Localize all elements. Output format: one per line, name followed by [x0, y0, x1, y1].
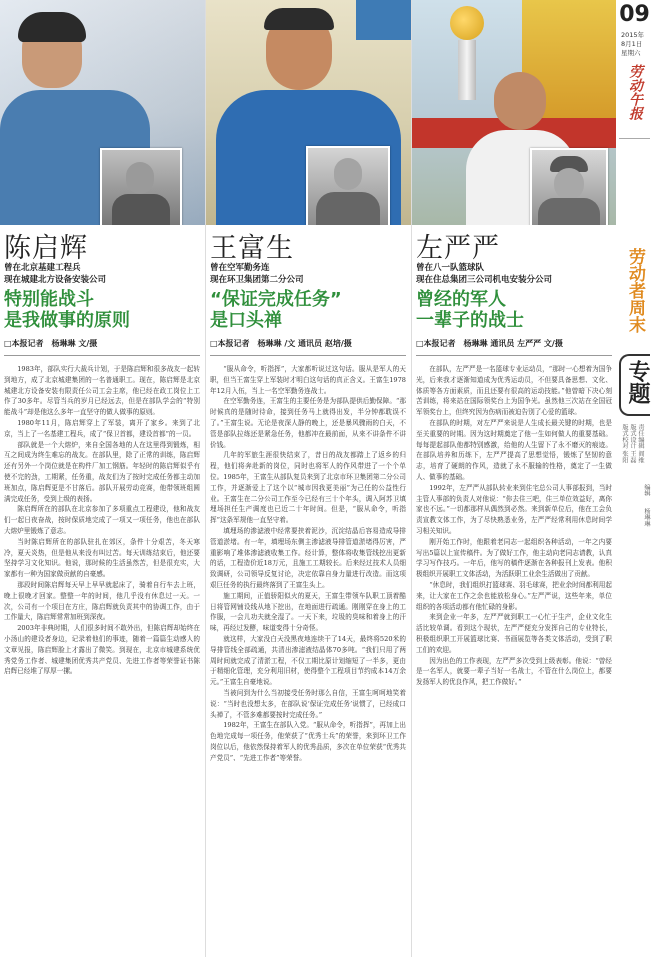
headline: 是口头禅: [210, 310, 282, 331]
headline: “保证完成任务”: [210, 289, 342, 310]
paragraph: “服从命令，听指挥”，大家都听说过这句话。服从是军人的天职，但当王富生穿上军装时才明白这句话的真正含义。王富生1978年12月入伍，当上一名空军勤务连战士。: [210, 365, 406, 395]
paragraph: 施工期间，正值骄阳似火的夏天，王富生带领车队职工顶着酷日将管网铺设线从地下挖出，在地面进行疏通。刚刚穿在身上的工作服，一会儿功夫就全湿了。一天下来，垃圾的臭味和着身上的汗味，再经过发酵，味道变得十分奇怪。: [210, 591, 406, 633]
basketball-trophy: [450, 6, 484, 40]
paragraph: 1992年，左严严从部队转业来到住宅总公司人事部报到，当时主管人事部的负责人对他说：“你去住三吧，住三单位效益好，离你家也不远。”一切都那样从偶然到必然。来到新单位后，他在工会负责宣教文体工作，为了尽快熟悉业务，左严严经常利用休息时间学习相关知识。: [416, 483, 612, 535]
paragraph: 在部队，左严严是一名篮球专业运动员，“那时一心想着为国争光，后来我才逐渐知道成为优秀运动员，不但要具备思想、文化、体质等各方面素质，而且还要有很高的运动技能。”他曾暗下决心刻苦训练，将来站在国际领奖台上为国争光。虽然他三次站在全国冠军领奖台上，但终究因为伤病而被迫告别了心爱的篮球。: [416, 365, 612, 417]
portrait-photo-zuo: [412, 0, 616, 225]
role-line: 曾在空军勤务连: [210, 263, 270, 273]
paragraph: 在空军勤务连，王富生的主要任务是为部队提供后勤保障。“那时候真的是随时待命，接到任务马上就得出发，半分钟都耽误不了。”王富生说。无论是夜深人静的晚上，还是暴风骤雨的白天，不管是部队拉练还是紧急任务，他都冲在最前面，从来不讲条件不讲价钱。: [210, 397, 406, 449]
byline: □本报记者 杨琳琳 /文 通讯员 赵培/摄: [210, 339, 352, 348]
person-name: 王富生: [210, 233, 294, 264]
paper-logo: 劳动午报: [627, 64, 643, 120]
date-line: 8月1日: [621, 40, 643, 48]
article-wang-fusheng: [206, 0, 411, 957]
paragraph: “休息时，我们组织打篮球赛、羽毛球赛，把业余时间都利用起来，让大家在工作之余也能放松身心。”左严严说，这些年来，单位组织的各项活动都有他忙碌的身影。: [416, 580, 612, 611]
article-zuo-yanyan: [412, 0, 616, 957]
portrait-photo-wang: [206, 0, 411, 225]
headline: 特别能战斗: [4, 289, 94, 310]
role-line: 现在环卫集团第二分公司: [210, 275, 304, 285]
credits: 责任编辑 阎维: [637, 424, 644, 464]
article-body: [210, 364, 406, 954]
credits: 编辑: [643, 484, 650, 497]
paragraph: 因为出色的工作表现，左严严多次受到上级表彰。他说：“曾经是一名军人，就要一辈子当好一名战士，不管在什么岗位上，都要发扬军人的优良作风，把工作做好。”: [416, 656, 612, 687]
date-line: 2015年: [621, 31, 645, 39]
divider: [4, 355, 200, 356]
person-name: 左严严: [416, 233, 500, 264]
role-line: 现在城建北方设备安装公司: [4, 275, 107, 285]
date-line: 星期六: [621, 49, 641, 57]
divider: [416, 355, 612, 356]
person-name: 陈启辉: [4, 233, 88, 264]
paragraph: 填埋场的渗滤液中经常要挟着泥沙，沉淀结晶后容易造成导排管道淤堵。有一年，填埋场东侧主渗滤液导排管道淤堵得厉害，严重影响了堆体渗滤液收集工作。经计算，整体将收集管线挖出更新的话，工程造价近18万元，且施工工期较长。后来经过技术人员细致调研，公司领导反复讨论，决定依靠自身力量进行改造。而这项艰巨任务的执行最终落到了王富生头上。: [210, 526, 406, 589]
paragraph: 当时陈启辉所在的部队驻扎在郊区，条件十分艰苦，冬天寒冷，夏天炎热，但是他从来没有叫过苦。每天训练结束后，他还要坚持学习文化知识。他说，那时候的生活虽然苦，但是很充实，大家都有一种为国家做贡献的自豪感。: [4, 537, 200, 579]
paragraph: 1980年11月，陈启辉穿上了军装，离开了家乡。来到了北京，当上了一名基建工程兵，成了“保卫首都，建设首都”的一员。: [4, 418, 200, 438]
paragraph: 几年的军旅生涯很快结束了，昔日的战友都踏上了返乡的归程，他们将奔赴新的岗位，同时也将军人的作风带进了一个个单位。1985年，王富生从部队复员来到了北京市环卫集团第二分公司工作，并逐渐爱上了这个以“城市因我更美丽”为己任的公益性行业。王富生在二分公司工作至今已经有三十个年头，调入阿苏卫填埋场担任生产调度也已近二十年时间。但是，“服从命令，听指挥”这条军规他一直坚守着。: [210, 451, 406, 525]
paragraph: 1983年，部队实行大裁兵计划，于是陈启辉和很多战友一起转到地方，成了北京城建集团的一名普通职工。现在，陈启辉是北京城建北方设备安装有限责任公司工会主席，他已经在政工岗位上工作了30多年。尽管当兵的岁月已经远去，但是在部队学会的“特别能战斗”却是他这么多年一直坚守的做人做事的原则。: [4, 365, 200, 417]
army-photo-inset: [306, 146, 390, 225]
role-line: 曾在八一队篮球队: [416, 263, 485, 273]
byline: □本报记者 杨琳琳 通讯员 左严严 文/摄: [416, 339, 563, 348]
paragraph: 就这样，大家没白天没黑夜地连续干了14天，最终将520米的导排管线全部疏通，共清出渗滤液结晶体70多吨。“我们只用了两周时间就完成了清淤工程，不仅工期比原计划缩短了一半多，更由于精细化管理，充分利用旧材，使得整个工程项目节约成本14万余元。”王富生自豪地说。: [210, 634, 406, 687]
portrait-photo-chen: [0, 0, 205, 225]
paragraph: 陈启辉所在的部队在北京参加了多项重点工程建设，他和战友们一起日夜奋战，按时保质地完成了一项又一项任务，他也在部队大熔炉里锻炼了意志。: [4, 505, 200, 535]
credits: 版式校对 张阳: [621, 424, 628, 464]
article-body: [4, 364, 200, 954]
paragraph: 刚开始工作时，他跟着老同志一起组织各种活动，一年之内要写出5篇以上宣传稿件。为了做好工作，他主动向老同志请教，认真学习写作技巧。一年后，他写的稿件逐渐在各种报刊上发表。他积极组织开展职工文体活动，为活跃职工业余生活做出了贡献。: [416, 537, 612, 579]
headline: 一辈子的战士: [416, 310, 524, 331]
role-line: 曾在北京基建工程兵: [4, 263, 81, 273]
paragraph: 当被问到为什么当初接受任务时那么自信，王富生呵呵地笑着说：“当时也没想太多，在部队说‘保证完成任务’说惯了，已经成口头禅了，不管多难都要按时完成任务。”: [210, 688, 406, 719]
credits: 版式设计 王磊: [629, 424, 636, 464]
headline: 是我做事的原则: [4, 310, 130, 331]
paragraph: 1982年，王富生在部队入党。“服从命令，听指挥”，再加上出色地完成每一项任务，他荣获了“优秀士兵”的荣誉，来到环卫工作岗位以后，他依然保持着军人的优秀品质，多次在单位荣获“优秀共产党员”、“先进工作者”等荣誉。: [210, 721, 406, 762]
article-body: [416, 364, 612, 954]
credits: 杨琳琳: [643, 508, 650, 527]
army-photo-inset: [100, 148, 182, 225]
masthead-strip: [617, 0, 652, 957]
army-photo-inset: [530, 148, 608, 225]
headline: 曾经的军人: [416, 289, 506, 310]
section-title: 劳动者周末: [625, 248, 645, 333]
article-chen-qihui: [0, 0, 205, 957]
role-line: 现在住总集团三公司机电安装分公司: [416, 275, 553, 285]
paragraph: 来到企业一年多，左严严就到职工一心忙于生产，企业文化生活比较单调。看到这个现状，左严严便充分发挥自己的专业特长，积极组织职工开展篮球比赛、书画展览等各类文体活动，受到了职工们的欢迎。: [416, 613, 612, 654]
byline: □本报记者 杨琳琳 文/摄: [4, 339, 98, 348]
section-subtitle: 专题: [625, 360, 650, 404]
page-number: 09: [619, 2, 650, 27]
paragraph: 2003年非典时期，人们很多时间不敢外出，但陈启辉却始终在小汤山的建设者身边，记录着他们的事迹，随着一篇篇生动感人的文章见报，陈启辉脸上才露出了微笑。到现在，北京市城建系统优秀党务工作者、城建集团优秀共产党员、先进工作者等荣誉证书陈启辉已经堆了厚厚一摞。: [4, 624, 200, 676]
paragraph: 那段时间陈启辉每天早上早早就起床了，骑着自行车去上班，晚上很晚才回家。整整一年的时间，他几乎没有休息过一天。一次，公司有一个项目在方庄，陈启辉就负责其中的协调工作，由于工作量大，陈启辉常常加班到深夜。: [4, 580, 200, 622]
paragraph: 在部队的时期，对左严严来说是人生成长最关键的时期，也是至关重要的时期。因为这时期奠定了他一生如何做人的重要基础。每每提起部队他都特别感激，给他的人生留下了永不磨灭的痕迹。在部队培养和历练下，左严严提高了思想觉悟，锻炼了坚韧的意志，培育了硬朗的作风，造就了永不服输的性格，奠定了一生做人、做事的基础。: [416, 418, 612, 481]
divider: [210, 355, 406, 356]
paragraph: 部队就是一个大熔炉，来自全国各地的人在这里得到锻炼，相互之间成为终生难忘的战友。在部队里，除了正常的训练，陈启辉还有另外一个岗位就是在构件厂加工钢筋。年轻时的陈启辉似乎有使不完的劲，工期紧，任务重，战友们为了按时完成任务都主动加班加点，陈启辉更是不甘落后。部队开展劳动竞赛，他带领班组圆满完成任务，受到上级的表扬。: [4, 440, 200, 503]
